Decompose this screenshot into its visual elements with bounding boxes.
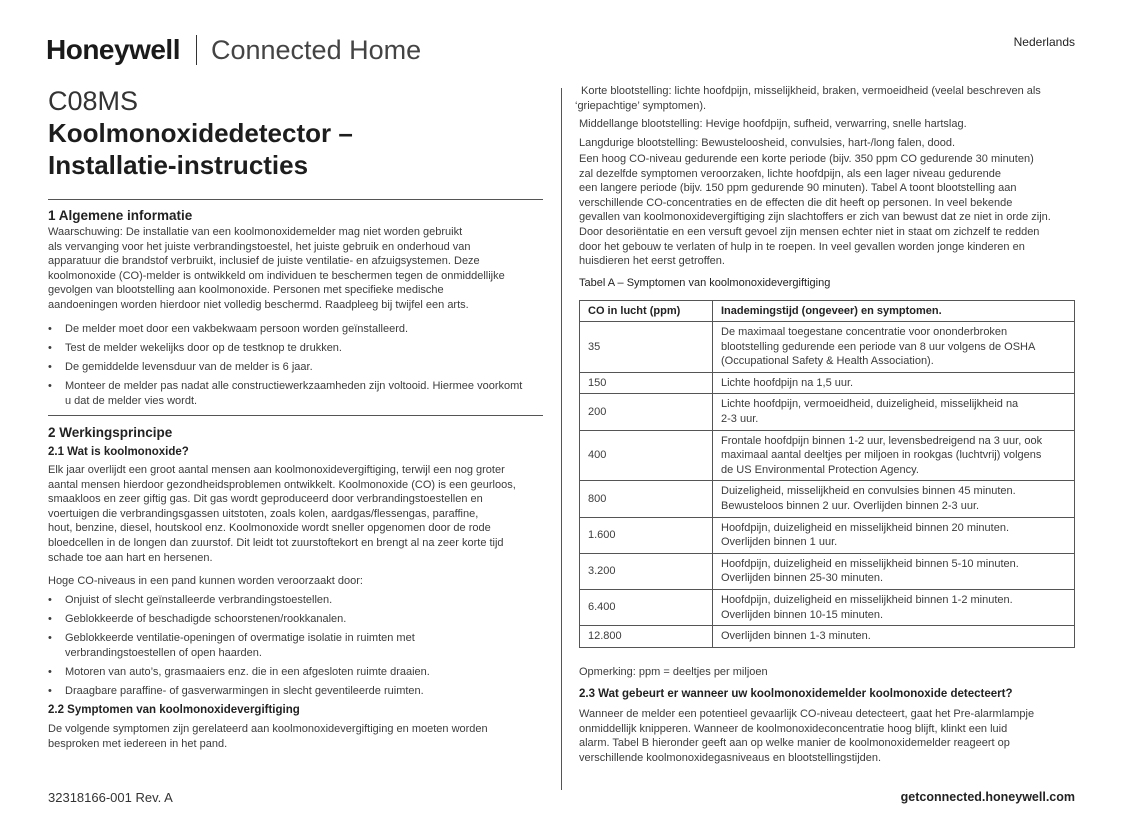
table-row bbox=[580, 430, 1075, 481]
language-label: Nederlands bbox=[1013, 35, 1075, 49]
subsection-2-1-heading: 2.1 Wat is koolmonoxide? bbox=[48, 446, 189, 458]
table-caption: Tabel A – Symptomen van koolmonoxidevergiftiging bbox=[579, 277, 831, 289]
text-line: gevallen van koolmonoxidevergiftiging zijn slachtoffers er zich van bewust dat ze niet in orde zijn. bbox=[579, 211, 1051, 224]
table-row bbox=[580, 589, 1075, 625]
column-header: CO in lucht (ppm) bbox=[580, 301, 713, 322]
symptom-cell bbox=[713, 394, 1075, 430]
text-line: Overlijden binnen 25-30 minuten. bbox=[721, 572, 884, 585]
text-line: verbrandingstoestellen of open haarden. bbox=[65, 646, 262, 659]
symptom-cell bbox=[713, 517, 1075, 553]
list-item bbox=[48, 379, 548, 408]
table-row bbox=[580, 553, 1075, 589]
text-line: ‘griepachtige’ symptomen). bbox=[575, 99, 707, 112]
text-line: als vervanging voor het juiste verbrandingstoestel, het juiste gebruik en onderhoud van bbox=[48, 240, 471, 253]
subsection-2-3-text bbox=[579, 707, 1079, 765]
ppm-cell: 150 bbox=[580, 372, 713, 394]
text-line: Overlijden binnen 1 uur. bbox=[721, 536, 838, 549]
symptom-cell bbox=[713, 553, 1075, 589]
text-line: (Occupational Safety & Health Association). bbox=[721, 355, 934, 368]
subsection-2-1-text bbox=[48, 463, 553, 565]
text-line: Bewusteloos binnen 2 uur. Overlijden binnen 2-3 uur. bbox=[721, 499, 980, 512]
text-line: Lichte hoofdpijn, vermoeidheid, duizeligheid, misselijkheid na bbox=[721, 398, 1019, 411]
table-row bbox=[580, 372, 1075, 394]
title-line-1: Koolmonoxidedetector – bbox=[48, 118, 353, 148]
text-line: voertuigen die verbrandingsgassen uitstoten, zoals kolen, aardgas/flessengas, paraffine, bbox=[48, 507, 479, 520]
text-line: aandoeningen worden hierdoor niet volledig beschermd. Raadpleeg bij twijfel een arts. bbox=[48, 298, 469, 311]
column-divider bbox=[561, 88, 562, 790]
ppm-cell: 3.200 bbox=[580, 553, 713, 589]
text-line: bloedcellen in de longen dan zuurstof. Dit leidt tot zuurstoftekort en brengt al na zeer korte tijd bbox=[48, 536, 504, 549]
list-item: • Geblokkeerde of beschadigde schoorstenen/rookkanalen. bbox=[48, 612, 548, 627]
causes-intro: Hoge CO-niveaus in een pand kunnen worden veroorzaakt door: bbox=[48, 575, 363, 587]
co-level-explanation bbox=[579, 152, 1079, 269]
text-line: Elk jaar overlijdt een groot aantal mensen aan koolmonoxidevergiftiging, terwijl een nog groter bbox=[48, 464, 505, 476]
text-line: onmiddellijk knipperen. Wanneer de koolmonoxideconcentratie hoog blijft, klinkt een luid bbox=[579, 722, 1008, 735]
text-line: koolmonoxide (CO)-melder is ontwikkeld om individuen te beschermen tegen de onmiddellijke bbox=[48, 269, 505, 282]
table-row bbox=[580, 394, 1075, 430]
model-number: C08MS bbox=[48, 86, 139, 116]
column-header: Inademingstijd (ongeveer) en symptomen. bbox=[713, 301, 1075, 322]
website-link[interactable]: getconnected.honeywell.com bbox=[900, 790, 1075, 804]
table-header-row bbox=[580, 301, 1075, 322]
text-line: verschillende CO-concentraties en de effecten die dit heeft op personen. In veel bekende bbox=[579, 196, 1013, 209]
text-line: Langdurige blootstelling: Bewusteloosheid, convulsies, hart-/long falen, dood. bbox=[579, 136, 956, 149]
text-line: zal dezelfde symptomen veroorzaken, lichte hoofdpijn, als een lager niveau gedurende bbox=[579, 167, 1001, 180]
text-line: apparatuur die brandstof verbruikt, inclusief de juiste ventilatie- en afzuigsystemen. Deze bbox=[48, 255, 480, 268]
symptom-cell bbox=[713, 589, 1075, 625]
ppm-cell: 800 bbox=[580, 481, 713, 517]
subsection-2-3-heading: 2.3 Wat gebeurt er wanneer uw koolmonoxidemelder koolmonoxide detecteert? bbox=[579, 688, 1013, 700]
co-symptoms-table bbox=[579, 300, 1075, 648]
text-line: Wanneer de melder een potentieel gevaarlijk CO-niveau detecteert, gaat het Pre-alarmlampje bbox=[579, 708, 1035, 720]
symptom-cell bbox=[713, 430, 1075, 481]
text-line: door het gebouw te verlaten of hulp in te roepen. In veel gevallen worden jonge kinderen en bbox=[579, 240, 1025, 253]
text-line: Korte blootstelling: lichte hoofdpijn, misselijkheid, braken, vermoeidheid (veelal beschreven als bbox=[581, 85, 1041, 97]
list-item: • Onjuist of slecht geïnstalleerde verbrandingstoestellen. bbox=[48, 593, 548, 608]
divider bbox=[48, 199, 543, 200]
text-line: Waarschuwing: De installatie van een koolmonoxidemelder mag niet worden gebruikt bbox=[48, 226, 463, 238]
text-line: De volgende symptomen zijn gerelateerd aan koolmonoxidevergiftiging en moeten worden bbox=[48, 723, 488, 735]
text-line: blootstelling gedurende een periode van 8 uur volgens de OSHA bbox=[721, 340, 1036, 353]
list-item bbox=[48, 631, 548, 660]
text-line: besproken met iedereen in het pand. bbox=[48, 737, 228, 750]
text-line: De maximaal toegestane concentratie voor ononderbroken bbox=[721, 326, 1008, 338]
symptom-cell bbox=[713, 481, 1075, 517]
table-row bbox=[580, 481, 1075, 517]
ppm-cell: 1.600 bbox=[580, 517, 713, 553]
text-line: huisdieren het eerst getroffen. bbox=[579, 255, 725, 268]
table-row bbox=[580, 626, 1075, 648]
text-line: Overlijden binnen 10-15 minuten. bbox=[721, 608, 884, 621]
list-item: • De melder moet door een vakbekwaam persoon worden geïnstalleerd. bbox=[48, 322, 548, 337]
section-1-warning bbox=[48, 225, 553, 313]
brand-logo bbox=[46, 32, 421, 68]
logo-divider bbox=[196, 35, 197, 65]
ppm-cell: 400 bbox=[580, 430, 713, 481]
sub-brand: Connected Home bbox=[210, 34, 422, 65]
symptom-cell bbox=[713, 322, 1075, 373]
text-line: smaakloos en zeer giftig gas. Dit gas wordt geproduceerd door verbrandingstoestellen en bbox=[48, 493, 483, 506]
text-line: hout, benzine, diesel, houtskool enz. Koolmonoxide wordt sneller opgenomen door de rode bbox=[48, 522, 491, 535]
list-item: • Motoren van auto’s, grasmaaiers enz. die in een afgesloten ruimte draaien. bbox=[48, 665, 548, 680]
symptom-cell bbox=[713, 372, 1075, 394]
document-number: 32318166-001 Rev. A bbox=[48, 790, 173, 805]
exposure-symptoms bbox=[575, 84, 1079, 150]
table-note: Opmerking: ppm = deeltjes per miljoen bbox=[579, 666, 768, 678]
text-line: gevolgen van blootstelling aan koolmonoxide. Personen met specifieke medische bbox=[48, 284, 444, 297]
brand-name: Honeywell bbox=[46, 34, 180, 65]
text-line: alarm. Tabel B hieronder geeft aan op welke manier de koolmonoxidemelder reageert op bbox=[579, 737, 1010, 750]
list-item: • Draagbare paraffine- of gasverwarmingen in slecht geventileerde ruimten. bbox=[48, 684, 548, 699]
title-line-2: Installatie-instructies bbox=[48, 150, 309, 180]
divider bbox=[48, 415, 543, 416]
table-row bbox=[580, 517, 1075, 553]
text-line: Hoofdpijn, duizeligheid en misselijkheid binnen 20 minuten. bbox=[721, 521, 1010, 534]
ppm-cell: 35 bbox=[580, 322, 713, 373]
text-line: Lichte hoofdpijn na 1,5 uur. bbox=[721, 376, 854, 389]
text-line: een langere periode (bijv. 150 ppm gedurende 90 minuten). Tabel A toont blootstelling aan bbox=[579, 182, 1017, 195]
text-line: maximaal aantal deeltjes per miljoen in rookgas (luchtvrij) volgens bbox=[721, 449, 1042, 462]
subsection-2-2-heading: 2.2 Symptomen van koolmonoxidevergiftiging bbox=[48, 704, 300, 716]
text-line: Middellange blootstelling: Hevige hoofdpijn, sufheid, verwarring, snelle hartslag. bbox=[579, 118, 967, 131]
subsection-2-2-text bbox=[48, 722, 553, 751]
ppm-cell: 200 bbox=[580, 394, 713, 430]
text-line: Duizeligheid, misselijkheid en convulsies binnen 45 minuten. bbox=[721, 485, 1016, 498]
section-1-heading: 1 Algemene informatie bbox=[48, 208, 193, 223]
table-row bbox=[580, 322, 1075, 373]
text-line: de US Environmental Protection Agency. bbox=[721, 463, 919, 476]
text-line: Een hoog CO-niveau gedurende een korte periode (bijv. 350 ppm CO gedurende 30 minuten) bbox=[579, 153, 1034, 165]
list-item: • Test de melder wekelijks door op de testknop te drukken. bbox=[48, 341, 548, 356]
text-line: 2-3 uur. bbox=[721, 412, 759, 425]
text-line: • Monteer de melder pas nadat alle constructiewerkzaamheden zijn voltooid. Hiermee voorkomt bbox=[65, 380, 523, 392]
text-line: • Geblokkeerde ventilatie-openingen of overmatige isolatie in ruimten met bbox=[65, 632, 415, 644]
page-title bbox=[48, 117, 528, 181]
text-line: Frontale hoofdpijn binnen 1-2 uur, levensbedreigend na 3 uur, ook bbox=[721, 434, 1043, 447]
symptom-cell bbox=[713, 626, 1075, 648]
text-line: aantal mensen hierdoor gezondheidsproblemen ontwikkelt. Koolmonoxide (CO) is een geurloos, bbox=[48, 478, 516, 491]
text-line: Overlijden binnen 1-3 minuten. bbox=[721, 630, 871, 643]
ppm-cell: 12.800 bbox=[580, 626, 713, 648]
text-line: verschillende koolmonoxidegasniveaus en blootstellingstijden. bbox=[579, 751, 882, 764]
text-line: u dat de melder vies wordt. bbox=[65, 394, 198, 407]
text-line: schade toe aan hart en hersenen. bbox=[48, 551, 213, 564]
text-line: Hoofdpijn, duizeligheid en misselijkheid binnen 5-10 minuten. bbox=[721, 557, 1019, 570]
section-2-heading: 2 Werkingsprincipe bbox=[48, 425, 173, 440]
text-line: Door desoriëntatie en een versuft gevoel zijn mensen echter niet in staat om zichzelf te redden bbox=[579, 225, 1040, 238]
list-item: • De gemiddelde levensduur van de melder is 6 jaar. bbox=[48, 360, 548, 375]
text-line: Hoofdpijn, duizeligheid en misselijkheid binnen 1-2 minuten. bbox=[721, 593, 1013, 606]
ppm-cell: 6.400 bbox=[580, 589, 713, 625]
